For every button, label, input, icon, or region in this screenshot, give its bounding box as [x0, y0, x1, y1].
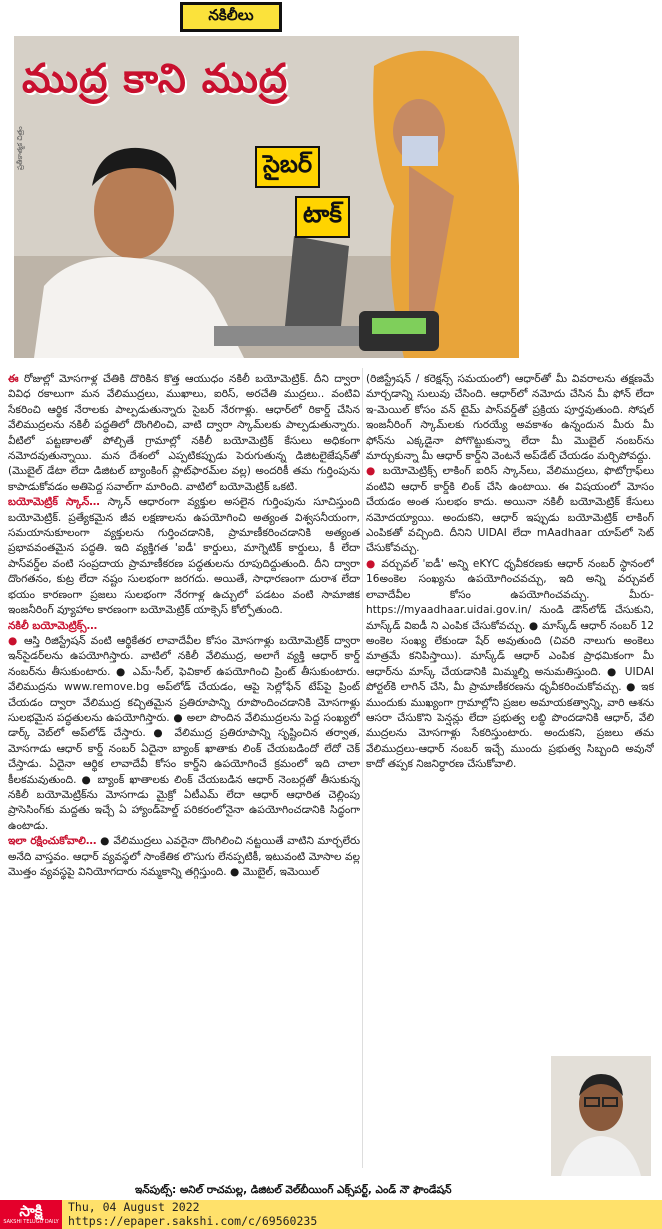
paragraph-virtual-id [366, 557, 654, 773]
author-portrait [551, 1056, 651, 1176]
footer-meta [68, 1201, 317, 1228]
publication-date: Thu, 04 August 2022 [68, 1200, 200, 1214]
paragraph-biometric-scan [8, 495, 360, 618]
drop-lead: ఈ [8, 373, 19, 385]
paragraph-text: ఆస్తి రిజిస్ట్రేషన్ వంటి ఆర్థికేతర లావాదేవీల కోసం మోసగాళ్లు బయోమెట్రిక్ ద్వారా ఇన్‌సైడర్‌లను ఉపయోగిస్తారు. వాటిలో నకిలీ వేలిముద్ర, అలాగే వ్యక్తి ఆధార్ కార్డ్ నంబర్‌ను తీసుకుంటారు. ● ఎమ్-సీల్, ఫెవికాల్ ఉపయోగించి ప్రింట్ తీసుకుంటారు. వేలిముద్రను www.remove.bg అప్‌లోడ్ చేయడం, ఆపై సెల్లోఫేన్ టేప్‌పై ప్రింట్ చేయడం ద్వారా వేలిముద్ర కచ్చితమైన ప్రతిరూపాన్ని రూపొందించడానికి మోసగాళ్లు సులభమైన పద్ధతులను ఉపయోగిస్తారు. ● అలా పొందిన వేలిముద్రలను పెద్ద సంఖ్యలో డార్క్ వెబ్‌లో అప్‌లోడ్ చేస్తారు. ● వేలిముద్ర ప్రతిరూపాన్ని సృష్టించిన తర్వాత, మోసగాడు ఆధార్ కార్డ్ నంబర్ ఏదైనా బ్యాంక్ ఖాతాకు లింక్ చేయబడిందో లేదో చెక్ చేస్తాడు. ఏదైనా ఆర్థిక లావాదేవీ కోసం కార్డ్‌ని ఉపయోగించే క్రమంలో ఇది చాలా కీలకమవుతుంది. ● బ్యాంక్ ఖాతాలకు లింక్ చేయబడిన ఆధార్ నెంబర్లతో తీసుకున్న నకిలీ బయోమెట్రిక్‌ను మోసగాడు మైక్రో ఏటీఎమ్ లేదా ఆధార్ ఆధారిత చెల్లింపు ప్రాసెసింగ్‌కు మద్దతు ఇచ్చే ఏ హ్యాండ్‌హెల్డ్ పరికరంలోనైనా ఉపయోగించడానికి సిద్ధంగా ఉంటాడు. [8, 634, 360, 832]
sakshi-logo [0, 1200, 62, 1229]
paragraph-fake-biometrics [8, 634, 360, 834]
paragraph-text: (రిజిస్ట్రేషన్ / కరెక్షన్స్ సమయంలో) ఆధార్‌తో మీ వివరాలను తక్షణమే మార్చడాన్ని సులువు చేసింది. ఆధార్‌లో నమోదు చేసిన మీ ఫోన్ లేదా ఇ-మెయిల్ కోసం వన్ టైమ్ పాస్‌వర్డ్‌తో ప్రక్రియ పూర్తవుతుంది. సోషల్ ఇంజనీరింగ్ స్కామ్‌లకు గురయ్యే అవకాశం ఉన్నందున మీరు మీ ఫోన్‌ను ఎక్కడైనా పోగొట్టుకున్నా లేదా మీ మొబైల్ నంబర్‌ను మార్చుకున్నా మీ ఆధార్ కార్డ్‌ని వెంటనే అప్‌డేట్ చేయడం మర్చిపోవద్దు. [366, 373, 654, 463]
logo-text: సాక్షి [19, 1201, 43, 1220]
paragraph-text: వర్చువల్ 'ఐడీ' అన్ని eKYC ధృవీకరణకు ఆధార్ నంబర్ స్థానంలో 16అంకెల సంఖ్యను ఉపయోగించవచ్చు, ఇది అన్ని వర్చువల్ లావాదేవీల కోసం ఉపయోగించవచ్చు. మీరు-https://myaadhaar.uidai.gov.in/ నుండి డౌన్‌లోడ్ చేసుకుని, మాస్క్‌డ్ విఐడీ ని ఎంపిక చేసుకోవచ్చు. ● మాస్క్‌డ్ ఆధార్ నంబర్ 12 అంకెల సంఖ్య లేకుండా షేర్ అవుతుంది (చివరి నాలుగు అంకెలు మాత్రమే కనిపిస్తాయి). మాస్క్‌డ్ ఆధార్ ఎంపిక ప్రాధమికంగా మీ ఆధార్‌ను మాస్క్ చేయడానికి మిమ్మల్ని అనుమతిస్తుంది. ● UIDAI పోర్టల్‌కి లాగిన్ చేసి, మీ ప్రామాణీకరణను ధృవీకరించుకోవచ్చు. ● ఇక ముందుకు ముఖ్యంగా గ్రామాల్లోని ప్రజల అమాయకత్వాన్ని, వారి ఆశను ఆసరా చేసుకొని పెన్షన్లు లేదా ప్రభుత్వ లబ్ధి పొందడానికి ఆధార్, వేలి ముద్రలను మోసగాళ్లు సేకరిస్తుంటారు. అందుకని, ప్రజలు తమ వేలిముద్రలు-ఆధార్ నంబర్ ఇచ్చే ముందు ప్రభుత్వ సిబ్బంది అవునో కాదో తప్పక నిజనిర్ధారణ చేసుకోవాలి. [366, 557, 654, 771]
epaper-link[interactable]: https://epaper.sakshi.com/c/69560235 [68, 1213, 318, 1228]
logo-subtext: SAKSHI TELUGU DAILY [3, 1218, 59, 1225]
subheading: బయోమెట్రిక్ స్కాన్… [8, 496, 100, 509]
bullet: ● [8, 634, 19, 647]
section-kicker: నకిలీలు [180, 2, 282, 32]
paragraph-biometric-lock [366, 464, 654, 556]
subheading: నకిలీ బయోమెట్రిక్స్… [8, 619, 98, 632]
paragraph-text: రోజుల్లో మోసగాళ్ల చేతికి దొరికిన కొత్త ఆయుధం నకిలీ బయోమెట్రిక్. దీని ద్వారా వివిధ రకాలుగా మన వేలిముద్రలు, ముఖాలు, ఐరిస్, అరచేతి ముద్రలు.. వంటివి సేకరించి ఆర్థిక నేరాలకు పాల్పడుతున్నారు సైబర్ నేరగాళ్లు. ఆధార్‌లో రికార్డ్ చేసిన వేలిముద్రలను నకిలీ పద్ధతిలో దొంగిలించి, వాటి ద్వారా స్కామ్‌లకు పాల్పడుతున్నారు. వీటిలో పట్టణాలతో పోల్చితే గ్రామాల్లో నకిలీ బయోమెట్రిక్ కేసులు అధికంగా నమోదవుతున్నాయి. మన దేశంలో ఎప్పటికప్పుడు పెరుగుతున్న డిజిటలైజేషన్‌తో (మొబైల్ డేటా లేదా డిజిటల్ బ్యాంకింగ్ ప్లాట్‌ఫారమ్‌ల వల్ల) అందరికీ తమ గుర్తింపును కాపాడుకోవడం అతిపెద్ద సవాల్‌గా మారింది. వాటిలో బయోమెట్రిక్ ఒకటి. [8, 373, 360, 493]
badge-line-1: సైబర్ [255, 146, 320, 188]
inputs-credit-line: ఇన్‌పుట్స్: అనిల్ రాచమల్ల, డిజిటల్ వెల్‌బీయింగ్ ఎక్స్‌పర్ట్, ఎండ్ నౌ ఫౌండేషన్ [135, 1184, 452, 1196]
column-divider [362, 368, 363, 1168]
paragraph-continuation [366, 372, 654, 464]
paragraph-text: బయోమెట్రిక్స్ లాకింగ్ ఐరిస్ స్కాన్‌లు, వేలిముద్రలు, ఫొటోగ్రాఫ్‌లు వంటివి ఆధార్ కార్డ్‌కి లింక్ చేసి ఉంటాయి. ఈ విషయంలో మోసం చేయడం అంత సులభం కాదు. అయినా నకిలీ బయోమెట్రిక్ కేసులు నమోదయ్యాయి. అందుకని, ఆధార్ ఇప్పుడు బయోమెట్రిక్ లాకింగ్ ఎంపికతో వచ్చింది. దీనిని UIDAI లేదా mAadhaar యాప్‌లో సెట్ చేసుకోవచ్చు. [366, 465, 654, 555]
headline: ముద్ర కాని ముద్ర [22, 56, 289, 102]
subheading: ఇలా రక్షించుకోవాలి… [8, 835, 97, 848]
bullet: ● [366, 465, 378, 478]
paragraph-intro [8, 372, 360, 495]
article-column-2 [366, 372, 654, 1172]
badge-line-2: టాక్ [295, 196, 350, 238]
paragraph-fake-biometrics-heading [8, 619, 360, 634]
paragraph-text: ● వేలిముద్రలు ఎవరైనా దొంగిలించి నట్టయితే వాటిని మార్చలేరు అనేది వాస్తవం. ఆధార్ వ్యవస్థలో సాంకేతిక లొసుగు లేనప్పటికీ, ఇటువంటి మోసాల వల్ల మొత్తం వ్యవస్థపై వినియోగదారు నమ్మకాన్ని తగ్గిస్తుంది. ● మొబైల్, ఇమెయిల్ [8, 835, 360, 878]
cyber-talk-badge [255, 146, 373, 242]
paragraph-text: స్కాన్ ఆధారంగా వ్యక్తుల అసలైన గుర్తింపును సూచిస్తుంది బయోమెట్రిక్. ప్రత్యేకమైన జీవ లక్షణాలను ఉపయోగించి అత్యంత విశ్వసనీయంగా, సమయానుకూలంగా వ్యక్తులను గుర్తించడానికి, ప్రామాణీకరించడానికి అత్యంత ప్రభావవంతమైన పద్ధతి. ఇది వ్యక్తిగత 'ఐడీ' కార్డులు, మాగ్నెటిక్ కార్డులు, కీ లేదా పాస్‌వర్డ్‌ల వంటి సంప్రదాయ ప్రామాణీకరణ పద్ధతులను రూపుదిద్దుతుంది. దీని ద్వారా దొంగతనం, కుట్ర లేదా నష్టం సులభంగా జరగదు. అయితే, సాధారణంగా దురాశ లేదా భయం కారణంగా ప్రజలు సులభంగా నేరగాళ్ల ఉచ్చులో పడటం వంటి సామాజిక ఇంజనీరింగ్ వ్యూహాల కారణంగా బయోమెట్రిక్ యాక్సెస్ కోల్పోతుంది. [8, 496, 360, 617]
bullet: ● [366, 557, 377, 570]
article-column-1 [8, 372, 360, 1172]
paragraph-protection [8, 834, 360, 880]
photo-credit: ప్రతీకాత్మక చిత్రం [16, 126, 24, 170]
author-photo [551, 1056, 651, 1176]
